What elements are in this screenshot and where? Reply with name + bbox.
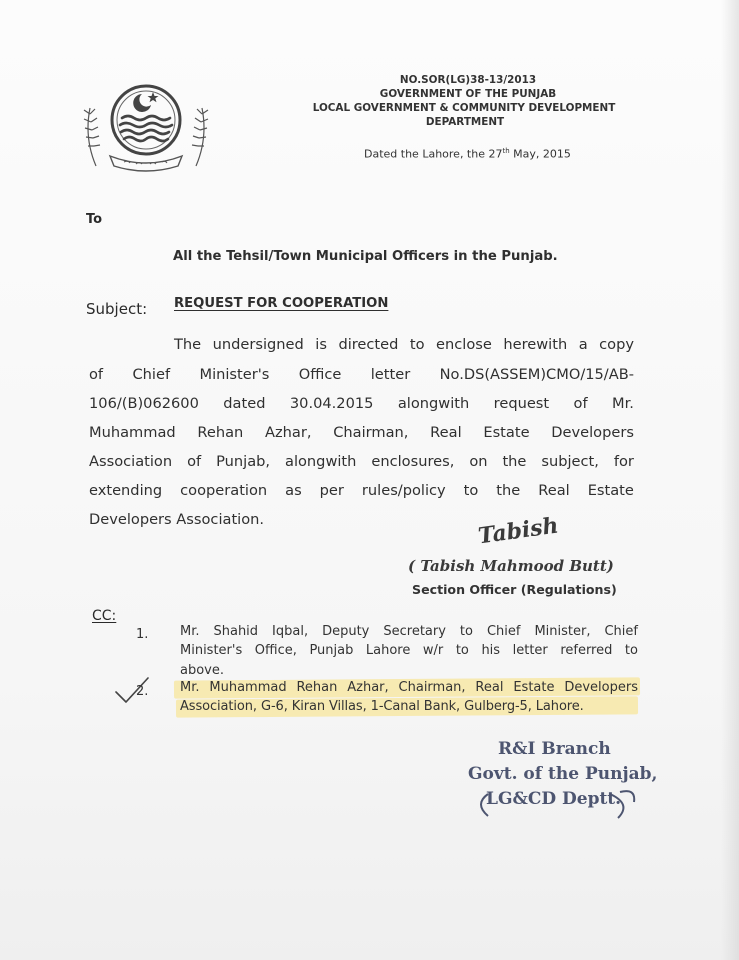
word: The: [174, 336, 202, 353]
word: to: [455, 643, 469, 658]
date-prefix: Dated the Lahore, the 27: [364, 147, 503, 161]
word: enclose: [436, 336, 492, 353]
word: request: [493, 395, 550, 412]
word: above.: [180, 663, 224, 678]
cc-item-2-line-2: [180, 699, 584, 714]
word: w/r: [422, 643, 444, 658]
word: Chief: [486, 624, 521, 639]
word: Office: [298, 366, 342, 383]
word: Azhar,: [347, 680, 389, 695]
stamp-bracket: [470, 790, 640, 820]
signatory-title: Section Officer (Regulations): [412, 582, 617, 597]
to-label: To: [86, 212, 103, 227]
cc-item-2-line-1: [180, 680, 638, 695]
word: referred: [560, 643, 613, 658]
date-suffix-sup: th: [502, 147, 510, 155]
word: to: [463, 482, 479, 499]
word: of: [89, 366, 104, 383]
word: Azhar,: [265, 424, 312, 441]
word: alongwith: [285, 453, 357, 470]
word: directed: [338, 336, 399, 353]
word: per: [319, 482, 344, 499]
reference-number: NO.SOR(LG)38-13/2013: [399, 74, 537, 86]
word: Chairman,: [333, 424, 409, 441]
word: Real: [475, 680, 504, 695]
date-month-year: May, 2015: [509, 147, 571, 161]
cc-item-1-line-1: [180, 624, 638, 639]
word: Mr.: [612, 395, 634, 412]
word: on: [469, 453, 488, 470]
word: Rehan: [296, 680, 338, 695]
word: Punjab: [309, 643, 354, 658]
word: Developers: [564, 680, 638, 695]
cc-label: CC:: [92, 608, 117, 624]
letter-date: [364, 147, 584, 161]
body-line-6: [89, 482, 634, 499]
word: to: [409, 336, 425, 353]
word: 30.04.2015: [289, 395, 374, 412]
word: as: [285, 482, 302, 499]
word: No.DS(ASSEM)CMO/15/AB-: [439, 366, 634, 383]
word: Lahore: [365, 643, 411, 658]
subject-text: REQUEST FOR COOPERATION: [174, 296, 389, 311]
punjab-emblem-icon: [78, 78, 214, 174]
stamp-line-1: R&I Branch: [498, 739, 611, 759]
word: Chief: [604, 624, 638, 639]
word: extending: [89, 482, 163, 499]
word: Chief: [132, 366, 171, 383]
word: Iqbal,: [272, 624, 309, 639]
signatory-name: ( Tabish Mahmood Butt): [408, 557, 614, 575]
word: letter: [512, 643, 548, 658]
word: to: [459, 624, 473, 639]
word: Estate: [483, 424, 530, 441]
word: Minister's: [180, 643, 243, 658]
word: Shahid: [213, 624, 259, 639]
word: Office,: [254, 643, 297, 658]
addressee: All the Tehsil/Town Municipal Officers in the Punjab.: [173, 249, 558, 264]
subject-label: Subject:: [86, 300, 148, 318]
word: Developers Association.: [89, 511, 265, 528]
word: Minister's: [199, 366, 270, 383]
word: subject,: [541, 453, 599, 470]
letter-header: [312, 73, 618, 129]
body-line-2: [89, 366, 634, 383]
word: rules/policy: [361, 482, 446, 499]
word: herewith: [503, 336, 568, 353]
word: Estate: [587, 482, 634, 499]
word: his: [481, 643, 501, 658]
word: Mr.: [180, 624, 200, 639]
word: cooperation: [180, 482, 268, 499]
word: undersigned: [212, 336, 304, 353]
stamp-line-3: LG&CD Deptt.: [486, 789, 622, 809]
header-government: GOVERNMENT OF THE PUNJAB: [379, 88, 557, 100]
body-line-4: [89, 424, 634, 441]
stamp-line-2: Govt. of the Punjab,: [468, 764, 658, 784]
word: of: [573, 395, 588, 412]
word: Estate: [513, 680, 555, 695]
word: of: [187, 453, 202, 470]
word: letter: [370, 366, 411, 383]
signature-scrawl: Tabish: [476, 512, 561, 550]
word: Minister,: [534, 624, 591, 639]
header-department: LOCAL GOVERNMENT & COMMUNITY DEVELOPMENT: [312, 102, 616, 114]
word: Real: [538, 482, 570, 499]
word: enclosures,: [371, 453, 455, 470]
word: copy: [599, 336, 634, 353]
word: Muhammad: [89, 424, 176, 441]
body-line-5: [89, 453, 634, 470]
word: a: [578, 336, 588, 353]
word: Chairman,: [398, 680, 466, 695]
body-line-1: [174, 336, 634, 353]
cc-item-number: 2.: [136, 684, 149, 699]
word: Rehan: [197, 424, 244, 441]
word: the: [496, 482, 521, 499]
word: is: [315, 336, 327, 353]
word: Developers: [551, 424, 634, 441]
word: Muhammad: [209, 680, 287, 695]
word: 106/(B)062600: [89, 395, 199, 412]
word: the: [502, 453, 527, 470]
body-line-3: [89, 395, 634, 412]
word: Secretary: [383, 624, 446, 639]
word: Mr.: [180, 680, 200, 695]
cc-item-number: 1.: [136, 627, 149, 642]
word: for: [613, 453, 634, 470]
cc-item-1-line-3: [180, 663, 224, 678]
word: Punjab,: [216, 453, 271, 470]
cc-item-1-line-2: [180, 643, 638, 658]
word: dated: [223, 395, 266, 412]
header-department-cont: DEPARTMENT: [425, 116, 505, 128]
word: Deputy: [322, 624, 370, 639]
word: Association: [89, 453, 173, 470]
word: Real: [430, 424, 462, 441]
word: to: [624, 643, 638, 658]
word: Association, G-6, Kiran Villas, 1-Canal Bank, Gulberg-5, Lahore.: [180, 699, 584, 714]
word: alongwith: [397, 395, 470, 412]
